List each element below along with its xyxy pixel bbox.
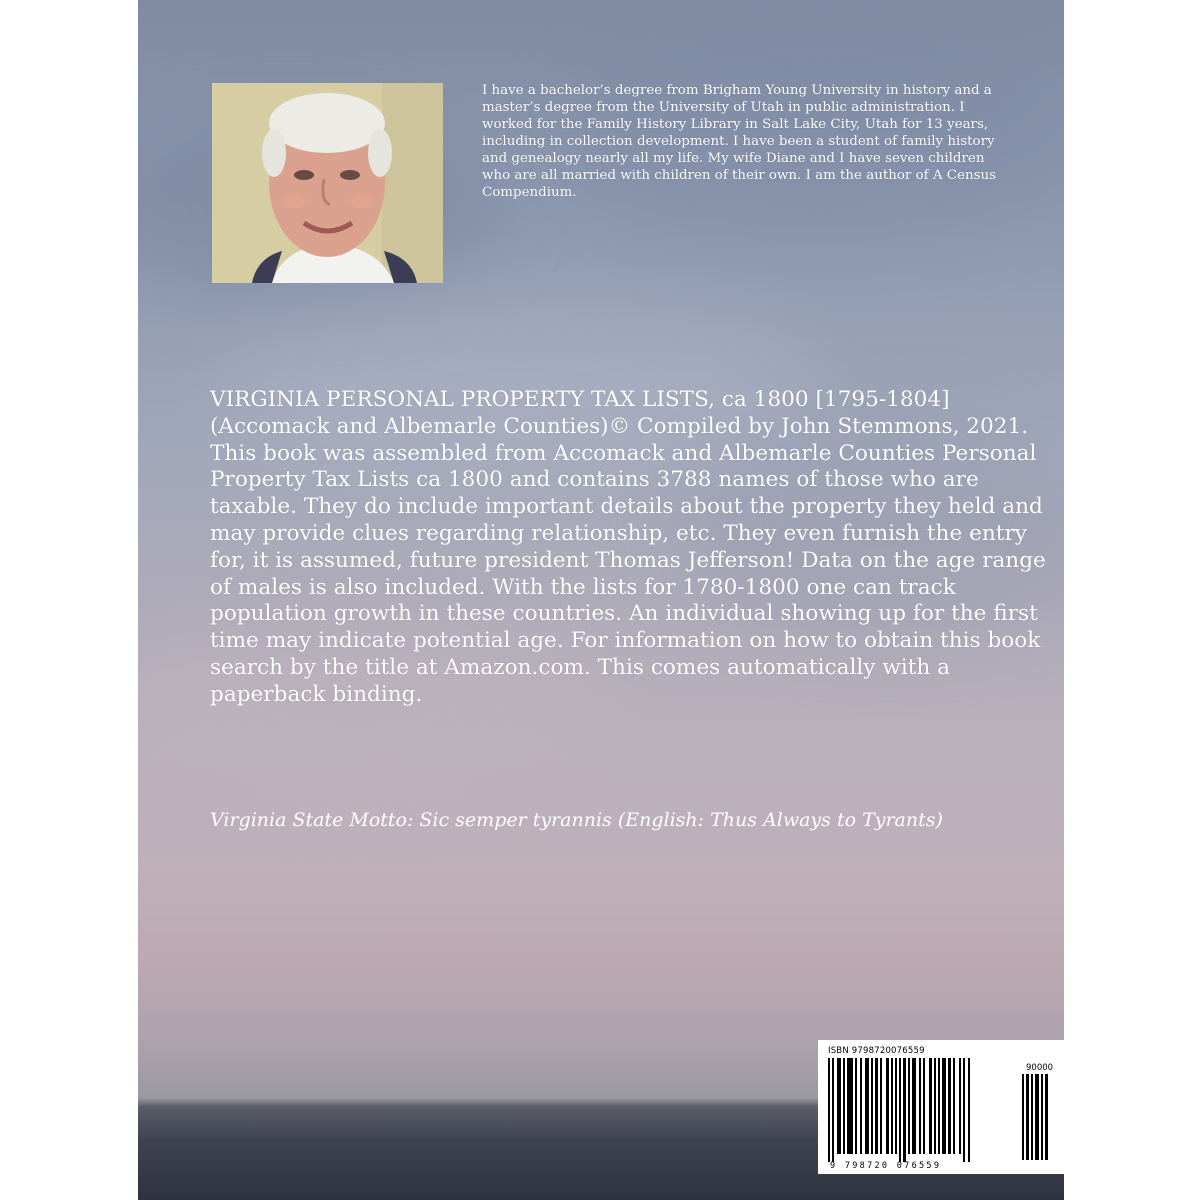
price-code: 90000 — [1026, 1063, 1054, 1073]
barcode-addon-bars — [1022, 1074, 1056, 1160]
barcode-digits: 9 798720 076559 — [830, 1161, 942, 1171]
isbn-barcode — [818, 1040, 1064, 1174]
isbn-label: ISBN 9798720076559 — [828, 1046, 925, 1056]
author-bio: I have a bachelor’s degree from Brigham Young University in history and a master’s degree from the University of Utah in public administration. I worked for the Family History Library in Salt Lake City, Utah for 13 years, including in collection development. I have been a student of family history and genealogy nearly all my life. My wife Diane and I have seven children who are all married with children of their own. I am the author of A Census Compendium. — [482, 83, 996, 200]
back-cover — [138, 0, 1064, 1200]
book-description: VIRGINIA PERSONAL PROPERTY TAX LISTS, ca 1800 [1795-1804] (Accomack and Albemarle Counties)© Compiled by John Stemmons, 2021. This book was assembled from Accomack and Albemarle Counties Personal Property Tax Lists ca 1800 and contains 3788 names of those who are taxable. They do include important details about the property they held and may provide clues regarding relationship, etc. They even furnish the entry for, it is assumed, future president Thomas Jefferson! Data on the age range of males is also included. With the lists for 1780-1800 one can track population growth in these countries. An individual showing up for the first time may indicate potential age. For information on how to obtain this book search by the title at Amazon.com. This comes automatically with a paperback binding. — [210, 387, 1046, 707]
barcode-bars — [828, 1058, 1018, 1162]
state-motto: Virginia State Motto: Sic semper tyrannis (English: Thus Always to Tyrants) — [210, 809, 943, 831]
author-photo — [212, 83, 443, 283]
